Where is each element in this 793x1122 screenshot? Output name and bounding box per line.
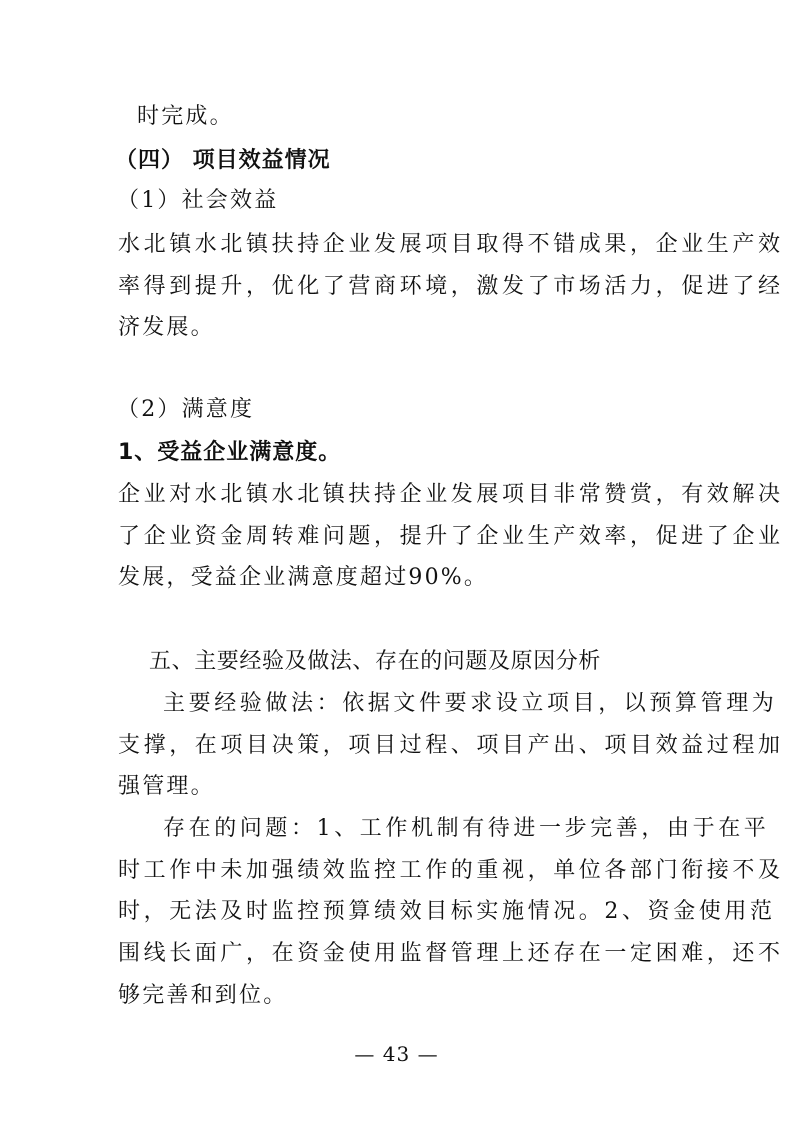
text-line: 时完成。 [137,104,234,129]
text-line: 率得到提升，优化了营商环境，激发了市场活力，促进了经 [118,274,784,299]
chapter-heading: 五、主要经验及做法、存在的问题及原因分析 [149,649,602,674]
text-line: 存在的问题：1、工作机制有待进一步完善，由于在平 [163,816,770,841]
text-line: 了企业资金周转难问题，提升了企业生产效率，促进了企业 [118,524,784,549]
text-line: 够完善和到位。 [118,983,288,1008]
subsection-heading: （1）社会效益 [117,188,279,213]
text-line: 企业对水北镇水北镇扶持企业发展项目非常赞赏，有效解决 [118,482,784,507]
bold-heading: 1、受益企业满意度。 [118,440,342,465]
text-line: 时工作中未加强绩效监控工作的重视，单位各部门衔接不及 [118,858,784,883]
text-line: 强管理。 [118,774,215,799]
text-line: 支撑，在项目决策，项目过程、项目产出、项目效益过程加 [118,733,784,758]
subsection-heading: （2）满意度 [117,397,255,422]
text-line: 发展，受益企业满意度超过90%。 [118,565,489,590]
section-heading: （四） 项目效益情况 [115,148,331,173]
text-line: 围线长面广，在资金使用监督管理上还存在一定困难，还不 [118,941,784,966]
text-line: 时，无法及时监控预算绩效目标实施情况。2、资金使用范 [118,899,776,924]
page-number: — 43 — [354,1042,439,1066]
text-line: 主要经验做法：依据文件要求设立项目，以预算管理为 [163,691,778,716]
text-line: 水北镇水北镇扶持企业发展项目取得不错成果，企业生产效 [118,232,784,257]
text-line: 济发展。 [118,315,215,340]
